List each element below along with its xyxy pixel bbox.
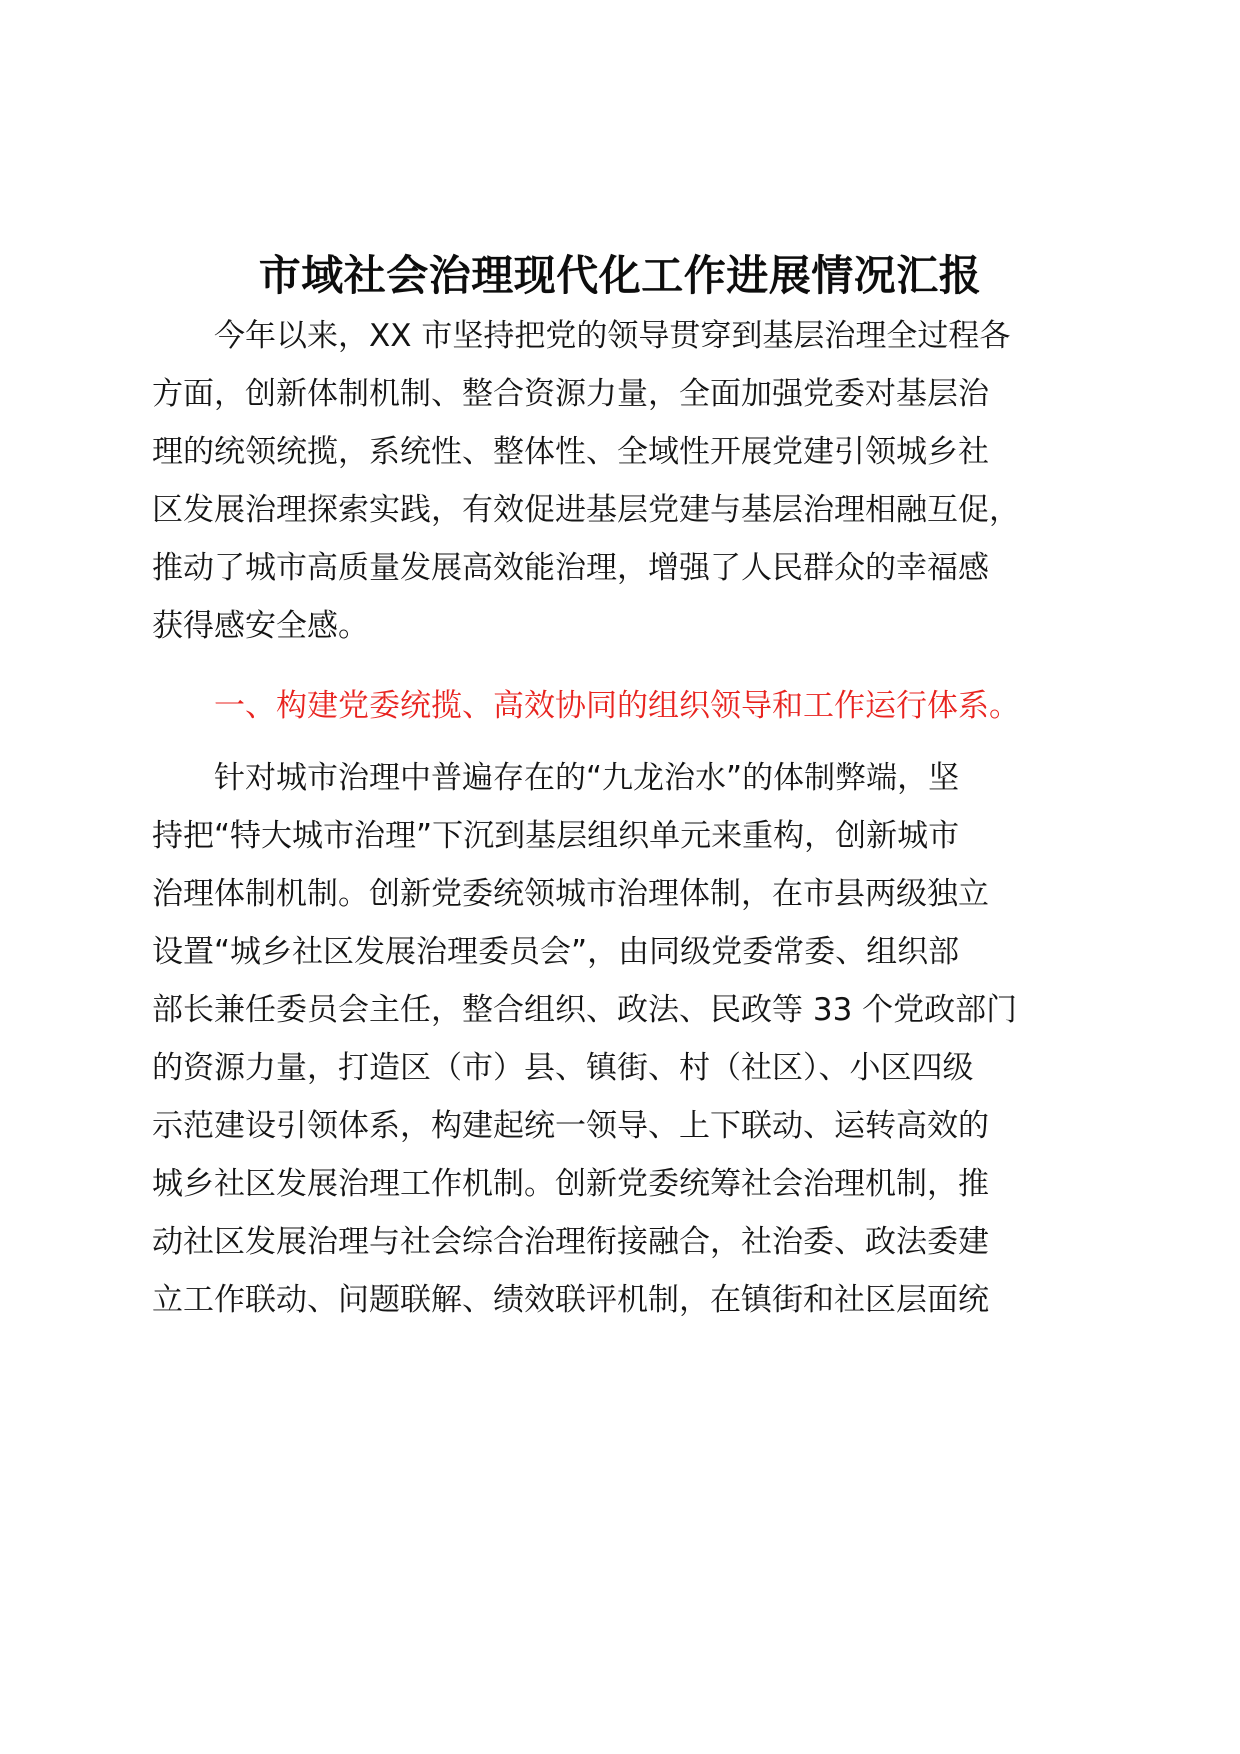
document-title: 市域社会治理现代化工作进展情况汇报 <box>258 251 982 300</box>
paragraph-1-line: 今年以来，XX 市坚持把党的领导贯穿到基层治理全过程各 <box>214 318 1011 354</box>
section-heading: 一、构建党委统揽、高效协同的组织领导和工作运行体系。 <box>214 688 1020 724</box>
paragraph-2-line: 持把“特大城市治理”下沉到基层组织单元来重构，创新城市 <box>152 818 960 854</box>
paragraph-1-line: 理的统领统揽，系统性、整体性、全域性开展党建引领城乡社 <box>152 434 989 470</box>
paragraph-2-line: 立工作联动、问题联解、绩效联评机制，在镇街和社区层面统 <box>152 1282 989 1318</box>
paragraph-2-line: 的资源力量，打造区（市）县、镇街、村（社区）、小区四级 <box>152 1050 974 1086</box>
paragraph-2-line: 针对城市治理中普遍存在的“九龙治水”的体制弊端，坚 <box>214 760 960 796</box>
paragraph-2-line: 部长兼任委员会主任，整合组织、政法、民政等 33 个党政部门 <box>152 992 1018 1028</box>
paragraph-1-line: 获得感安全感。 <box>152 608 369 644</box>
paragraph-2-line: 示范建设引领体系，构建起统一领导、上下联动、运转高效的 <box>152 1108 989 1144</box>
paragraph-1-line: 方面，创新体制机制、整合资源力量，全面加强党委对基层治 <box>152 376 989 412</box>
paragraph-2-line: 城乡社区发展治理工作机制。创新党委统筹社会治理机制，推 <box>152 1166 989 1202</box>
paragraph-2-line: 动社区发展治理与社会综合治理衔接融合，社治委、政法委建 <box>152 1224 989 1260</box>
paragraph-2-line: 设置“城乡社区发展治理委员会”，由同级党委常委、组织部 <box>152 934 960 970</box>
paragraph-1-line: 区发展治理探索实践，有效促进基层党建与基层治理相融互促， <box>152 492 1020 528</box>
paragraph-2-line: 治理体制机制。创新党委统领城市治理体制，在市县两级独立 <box>152 876 989 912</box>
paragraph-1-line: 推动了城市高质量发展高效能治理，增强了人民群众的幸福感 <box>152 550 989 586</box>
